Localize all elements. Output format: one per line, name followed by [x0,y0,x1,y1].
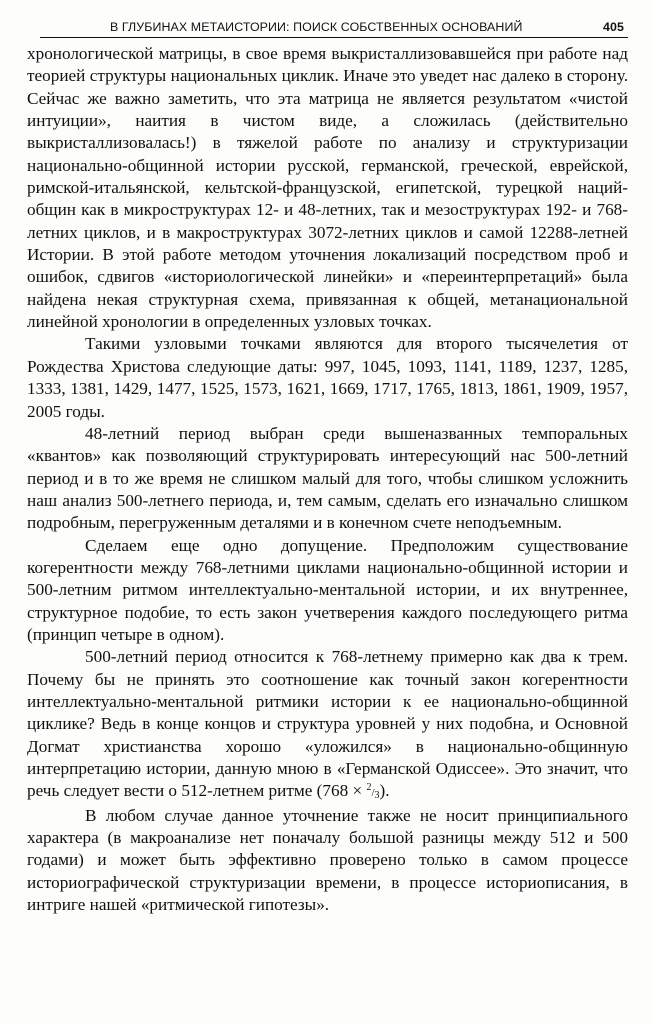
fraction-two-thirds [366,782,380,802]
paragraph-48-year-period: 48-летний период выбран среди вышеназванных темпоральных «квантов» как позволяющий структурировать интересующий нас 500-летний период и в то же время не слишком малый для того, чтобы слишком усложнить наш анализ 500-летнего периода, и, тем самым, сделать его изначально слишком подробным, перегруженным деталями и в конечном счете неподъемным. [27,423,628,533]
body-text [27,43,628,916]
paragraph-coherence-assumption: Сделаем еще одно допущение. Предположим существование когерентности между 768-летними циклами национально-общинной истории и 500-летним ритмом интеллектуально-ментальной истории, и их внутреннее, структурное подобие, то есть закон учетверения каждого последующего ритма (принцип четыре в одном). [27,535,628,644]
fraction-numerator: 2 [366,782,372,794]
paragraph-two-to-three-ratio [27,646,628,804]
running-header-title: В ГЛУБИНАХ МЕТАИСТОРИИ: ПОИСК СОБСТВЕННЫХ ОСНОВАНИЙ [110,20,523,34]
page-number: 405 [603,20,624,34]
paragraph-refinement: В любом случае данное уточнение также не носит принципиального характера (в макроанализе нет поначалу большой разницы между 512 и 500 годами) и может быть эффективно проверено только в самом процессе историографической структуризации времени, в процессе историописания, в интриге нашей «ритмической гипотезы». [27,805,628,915]
paragraph-continued: хронологической матрицы, в свое время выкристаллизовавшейся при работе над теорией структуры национальных циклик. Иначе это уведет нас далеко в сторону. Сейчас же важно заметить, что эта матрица не является результатом «чистой интуиции», наития в чистом виде, а сложилась (действительно выкристаллизовалась!) в тяжелой работе по анализу и структуризации национально-общинной истории русской, германской, греческой, еврейской, римской-итальянской, кельтской-французской, египетской, турецкой наций-общин как в микроструктурах 12- и 48-летних, так и мезоструктурах 192- и 768-летних циклов, и в макроструктурах 3072-летних циклов и самой 12288-летней Истории. В этой работе методом уточнения локализаций посредством проб и ошибок, сдвигов «историологической линейки» и «переинтерпретаций» была найдена некая структурная схема, привязанная к общей, метанациональной линейной хронологии в определенных узловых точках. [27,44,628,332]
fraction-tail: ). [379,781,390,801]
fraction-slash: / [371,787,375,800]
fraction-denominator: 3 [374,790,380,802]
running-header [40,18,628,38]
paragraph-two-to-three-ratio-text: 500-летний период относится к 768-летнему примерно как два к трем. Почему бы не принять это соотношение как точный закон когерентности интеллектуально-ментальной ритмики истории к ее национально-общинной циклике? Ведь в конце концов и структура уровней у них подобна, и Основной Догмат христианства хорошо «уложился» в национально-общинную интерпретацию истории, данную мною в «Германской Одиссее». Это значит, что речь следует вести о 512-летнем ритме (768 × [27,647,628,801]
paragraph-nodal-points: Такими узловыми точками являются для второго тысячелетия от Рождества Христова следующие даты: 997, 1045, 1093, 1141, 1189, 1237, 1285, 1333, 1381, 1429, 1477, 1525, 1573, 1621, 1669, 1717, 1765, 1813, 1861, 1909, 1957, 2005 годы. [27,334,628,421]
